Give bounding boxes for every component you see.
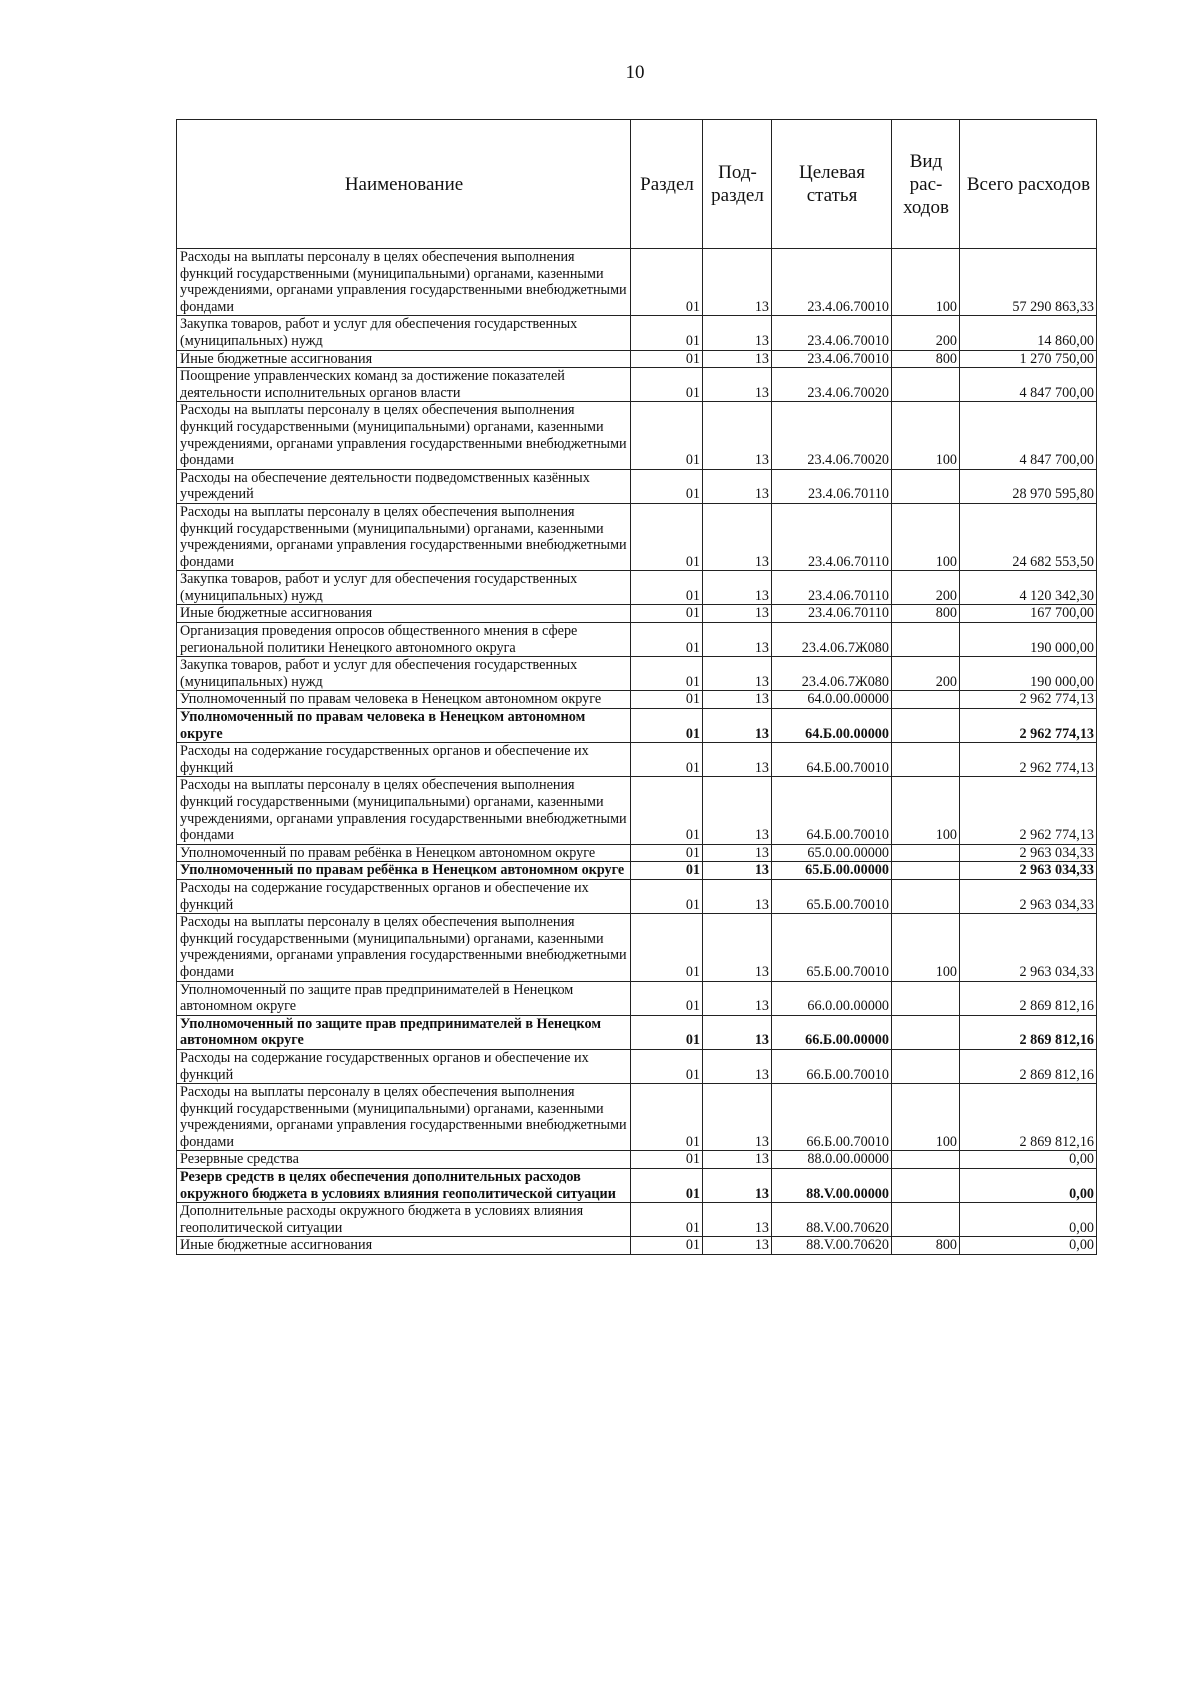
row-total: 190 000,00 xyxy=(960,623,1097,657)
row-total: 24 682 553,50 xyxy=(960,503,1097,570)
row-total: 2 962 774,13 xyxy=(960,691,1097,709)
row-podrazdel: 13 xyxy=(703,316,772,350)
header-razdel: Раздел xyxy=(631,120,703,249)
row-target-article: 65.Б.00.70010 xyxy=(772,879,892,913)
row-podrazdel: 13 xyxy=(703,657,772,691)
row-expense-type xyxy=(892,1169,960,1203)
header-name: Наименование xyxy=(177,120,631,249)
row-name: Поощрение управленческих команд за достижение показателей деятельности исполнительных органов власти xyxy=(177,368,631,402)
row-target-article: 88.V.00.70620 xyxy=(772,1203,892,1237)
row-razdel: 01 xyxy=(631,1084,703,1151)
row-target-article: 88.V.00.00000 xyxy=(772,1169,892,1203)
row-target-article: 23.4.06.70110 xyxy=(772,571,892,605)
row-total: 14 860,00 xyxy=(960,316,1097,350)
row-expense-type xyxy=(892,691,960,709)
row-razdel: 01 xyxy=(631,657,703,691)
row-target-article: 23.4.06.70110 xyxy=(772,503,892,570)
table-row xyxy=(177,316,1097,350)
row-name: Иные бюджетные ассигнования xyxy=(177,1237,631,1255)
row-expense-type xyxy=(892,743,960,777)
table-row xyxy=(177,1151,1097,1169)
table-row xyxy=(177,368,1097,402)
table-row xyxy=(177,1015,1097,1049)
table-row xyxy=(177,777,1097,844)
row-expense-type xyxy=(892,469,960,503)
table-row xyxy=(177,350,1097,368)
row-razdel: 01 xyxy=(631,914,703,981)
table-row xyxy=(177,503,1097,570)
row-expense-type: 200 xyxy=(892,571,960,605)
row-expense-type xyxy=(892,368,960,402)
row-podrazdel: 13 xyxy=(703,503,772,570)
row-expense-type: 100 xyxy=(892,1084,960,1151)
row-podrazdel: 13 xyxy=(703,777,772,844)
table-row xyxy=(177,571,1097,605)
row-name: Расходы на выплаты персоналу в целях обеспечения выполнения функций государственными (муниципальными) органами, казенными учреждениями, органами управления государственными внебюджетными фондами xyxy=(177,1084,631,1151)
row-name: Резерв средств в целях обеспечения дополнительных расходов окружного бюджета в условиях влияния геополитической ситуации xyxy=(177,1169,631,1203)
row-podrazdel: 13 xyxy=(703,1237,772,1255)
row-razdel: 01 xyxy=(631,368,703,402)
row-name: Уполномоченный по правам человека в Ненецком автономном округе xyxy=(177,709,631,743)
row-total: 0,00 xyxy=(960,1203,1097,1237)
row-name: Расходы на выплаты персоналу в целях обеспечения выполнения функций государственными (муниципальными) органами, казенными учреждениями, органами управления государственными внебюджетными фондами xyxy=(177,402,631,469)
row-podrazdel: 13 xyxy=(703,1084,772,1151)
row-name: Расходы на содержание государственных органов и обеспечение их функций xyxy=(177,879,631,913)
row-name: Уполномоченный по правам ребёнка в Ненецком автономном округе xyxy=(177,862,631,880)
row-total: 2 963 034,33 xyxy=(960,914,1097,981)
row-target-article: 65.Б.00.00000 xyxy=(772,862,892,880)
row-podrazdel: 13 xyxy=(703,914,772,981)
row-expense-type: 100 xyxy=(892,914,960,981)
row-podrazdel: 13 xyxy=(703,981,772,1015)
row-expense-type: 100 xyxy=(892,249,960,316)
row-name: Расходы на содержание государственных органов и обеспечение их функций xyxy=(177,743,631,777)
row-name: Иные бюджетные ассигнования xyxy=(177,605,631,623)
row-podrazdel: 13 xyxy=(703,402,772,469)
header-total: Всего расходов xyxy=(960,120,1097,249)
row-razdel: 01 xyxy=(631,1203,703,1237)
row-total: 2 963 034,33 xyxy=(960,844,1097,862)
table-row xyxy=(177,1084,1097,1151)
row-total: 2 869 812,16 xyxy=(960,981,1097,1015)
row-podrazdel: 13 xyxy=(703,1049,772,1083)
row-name: Закупка товаров, работ и услуг для обеспечения государственных (муниципальных) нужд xyxy=(177,571,631,605)
row-total: 0,00 xyxy=(960,1237,1097,1255)
row-target-article: 88.V.00.70620 xyxy=(772,1237,892,1255)
row-total: 2 963 034,33 xyxy=(960,879,1097,913)
row-razdel: 01 xyxy=(631,350,703,368)
row-podrazdel: 13 xyxy=(703,605,772,623)
row-target-article: 23.4.06.70010 xyxy=(772,316,892,350)
row-total: 1 270 750,00 xyxy=(960,350,1097,368)
row-expense-type: 200 xyxy=(892,316,960,350)
row-razdel: 01 xyxy=(631,1049,703,1083)
row-expense-type: 100 xyxy=(892,402,960,469)
row-expense-type xyxy=(892,1203,960,1237)
row-total: 2 869 812,16 xyxy=(960,1015,1097,1049)
table-row xyxy=(177,1169,1097,1203)
row-total: 167 700,00 xyxy=(960,605,1097,623)
row-podrazdel: 13 xyxy=(703,879,772,913)
row-target-article: 23.4.06.70020 xyxy=(772,402,892,469)
row-podrazdel: 13 xyxy=(703,709,772,743)
row-target-article: 88.0.00.00000 xyxy=(772,1151,892,1169)
row-name: Расходы на обеспечение деятельности подведомственных казённых учреждений xyxy=(177,469,631,503)
row-target-article: 23.4.06.70110 xyxy=(772,605,892,623)
table-row xyxy=(177,862,1097,880)
header-expense-type: Вид рас- ходов xyxy=(892,120,960,249)
row-podrazdel: 13 xyxy=(703,350,772,368)
row-podrazdel: 13 xyxy=(703,1169,772,1203)
row-total: 2 963 034,33 xyxy=(960,862,1097,880)
row-target-article: 65.0.00.00000 xyxy=(772,844,892,862)
row-total: 28 970 595,80 xyxy=(960,469,1097,503)
row-expense-type: 200 xyxy=(892,657,960,691)
row-expense-type: 100 xyxy=(892,777,960,844)
row-expense-type xyxy=(892,879,960,913)
row-name: Расходы на выплаты персоналу в целях обеспечения выполнения функций государственными (муниципальными) органами, казенными учреждениями, органами управления государственными внебюджетными фондами xyxy=(177,777,631,844)
row-total: 4 120 342,30 xyxy=(960,571,1097,605)
row-razdel: 01 xyxy=(631,743,703,777)
row-expense-type xyxy=(892,709,960,743)
table-row xyxy=(177,844,1097,862)
row-expense-type: 800 xyxy=(892,605,960,623)
table-row xyxy=(177,1049,1097,1083)
row-total: 0,00 xyxy=(960,1169,1097,1203)
row-razdel: 01 xyxy=(631,316,703,350)
row-name: Уполномоченный по правам человека в Ненецком автономном округе xyxy=(177,691,631,709)
row-razdel: 01 xyxy=(631,503,703,570)
table-row xyxy=(177,1237,1097,1255)
row-target-article: 65.Б.00.70010 xyxy=(772,914,892,981)
row-name: Расходы на выплаты персоналу в целях обеспечения выполнения функций государственными (муниципальными) органами, казенными учреждениями, органами управления государственными внебюджетными фондами xyxy=(177,503,631,570)
row-razdel: 01 xyxy=(631,469,703,503)
row-expense-type xyxy=(892,1015,960,1049)
row-target-article: 66.Б.00.70010 xyxy=(772,1084,892,1151)
row-podrazdel: 13 xyxy=(703,1015,772,1049)
row-razdel: 01 xyxy=(631,1169,703,1203)
row-razdel: 01 xyxy=(631,402,703,469)
row-podrazdel: 13 xyxy=(703,249,772,316)
row-razdel: 01 xyxy=(631,844,703,862)
table-header-row xyxy=(177,120,1097,249)
row-total: 4 847 700,00 xyxy=(960,402,1097,469)
row-razdel: 01 xyxy=(631,623,703,657)
row-razdel: 01 xyxy=(631,1237,703,1255)
row-razdel: 01 xyxy=(631,249,703,316)
row-target-article: 64.Б.00.70010 xyxy=(772,777,892,844)
row-target-article: 23.4.06.70020 xyxy=(772,368,892,402)
row-podrazdel: 13 xyxy=(703,844,772,862)
page-number: 10 xyxy=(625,62,645,83)
row-podrazdel: 13 xyxy=(703,623,772,657)
table-row xyxy=(177,879,1097,913)
row-name: Расходы на выплаты персоналу в целях обеспечения выполнения функций государственными (муниципальными) органами, казенными учреждениями, органами управления государственными внебюджетными фондами xyxy=(177,249,631,316)
row-total: 2 962 774,13 xyxy=(960,777,1097,844)
row-razdel: 01 xyxy=(631,862,703,880)
row-total: 2 869 812,16 xyxy=(960,1049,1097,1083)
header-target-article: Целевая статья xyxy=(772,120,892,249)
row-razdel: 01 xyxy=(631,571,703,605)
row-podrazdel: 13 xyxy=(703,743,772,777)
row-expense-type xyxy=(892,844,960,862)
row-total: 57 290 863,33 xyxy=(960,249,1097,316)
row-name: Уполномоченный по правам ребёнка в Ненецком автономном округе xyxy=(177,844,631,862)
row-razdel: 01 xyxy=(631,605,703,623)
row-razdel: 01 xyxy=(631,709,703,743)
row-podrazdel: 13 xyxy=(703,1151,772,1169)
row-target-article: 23.4.06.7Ж080 xyxy=(772,623,892,657)
row-target-article: 64.Б.00.00000 xyxy=(772,709,892,743)
row-razdel: 01 xyxy=(631,1015,703,1049)
row-name: Закупка товаров, работ и услуг для обеспечения государственных (муниципальных) нужд xyxy=(177,657,631,691)
row-razdel: 01 xyxy=(631,691,703,709)
row-target-article: 66.Б.00.00000 xyxy=(772,1015,892,1049)
table-row xyxy=(177,743,1097,777)
row-name: Закупка товаров, работ и услуг для обеспечения государственных (муниципальных) нужд xyxy=(177,316,631,350)
table-row xyxy=(177,709,1097,743)
row-name: Дополнительные расходы окружного бюджета в условиях влияния геополитической ситуации xyxy=(177,1203,631,1237)
budget-table xyxy=(176,119,1097,1255)
row-expense-type xyxy=(892,1049,960,1083)
row-total: 4 847 700,00 xyxy=(960,368,1097,402)
row-podrazdel: 13 xyxy=(703,862,772,880)
row-expense-type xyxy=(892,1151,960,1169)
row-target-article: 23.4.06.7Ж080 xyxy=(772,657,892,691)
row-name: Иные бюджетные ассигнования xyxy=(177,350,631,368)
row-name: Расходы на выплаты персоналу в целях обеспечения выполнения функций государственными (муниципальными) органами, казенными учреждениями, органами управления государственными внебюджетными фондами xyxy=(177,914,631,981)
row-podrazdel: 13 xyxy=(703,691,772,709)
row-target-article: 66.Б.00.70010 xyxy=(772,1049,892,1083)
row-total: 190 000,00 xyxy=(960,657,1097,691)
row-razdel: 01 xyxy=(631,777,703,844)
row-podrazdel: 13 xyxy=(703,571,772,605)
row-expense-type xyxy=(892,862,960,880)
row-target-article: 23.4.06.70110 xyxy=(772,469,892,503)
header-podrazdel: Под- раздел xyxy=(703,120,772,249)
table-row xyxy=(177,691,1097,709)
row-total: 2 869 812,16 xyxy=(960,1084,1097,1151)
row-target-article: 23.4.06.70010 xyxy=(772,350,892,368)
table-row xyxy=(177,469,1097,503)
row-name: Резервные средства xyxy=(177,1151,631,1169)
table-row xyxy=(177,402,1097,469)
table-row xyxy=(177,914,1097,981)
row-total: 0,00 xyxy=(960,1151,1097,1169)
row-podrazdel: 13 xyxy=(703,469,772,503)
row-expense-type xyxy=(892,981,960,1015)
table-row xyxy=(177,249,1097,316)
row-expense-type: 100 xyxy=(892,503,960,570)
row-expense-type xyxy=(892,623,960,657)
row-target-article: 66.0.00.00000 xyxy=(772,981,892,1015)
row-target-article: 23.4.06.70010 xyxy=(772,249,892,316)
row-razdel: 01 xyxy=(631,981,703,1015)
row-razdel: 01 xyxy=(631,1151,703,1169)
row-podrazdel: 13 xyxy=(703,368,772,402)
table-row xyxy=(177,623,1097,657)
row-target-article: 64.0.00.00000 xyxy=(772,691,892,709)
row-name: Уполномоченный по защите прав предпринимателей в Ненецком автономном округе xyxy=(177,1015,631,1049)
table-row xyxy=(177,657,1097,691)
row-podrazdel: 13 xyxy=(703,1203,772,1237)
row-expense-type: 800 xyxy=(892,1237,960,1255)
row-razdel: 01 xyxy=(631,879,703,913)
row-total: 2 962 774,13 xyxy=(960,743,1097,777)
row-name: Уполномоченный по защите прав предпринимателей в Ненецком автономном округе xyxy=(177,981,631,1015)
row-total: 2 962 774,13 xyxy=(960,709,1097,743)
table-row xyxy=(177,605,1097,623)
table-row xyxy=(177,981,1097,1015)
row-expense-type: 800 xyxy=(892,350,960,368)
row-target-article: 64.Б.00.70010 xyxy=(772,743,892,777)
table-row xyxy=(177,1203,1097,1237)
row-name: Организация проведения опросов общественного мнения в сфере региональной политики Ненецкого автономного округа xyxy=(177,623,631,657)
row-name: Расходы на содержание государственных органов и обеспечение их функций xyxy=(177,1049,631,1083)
